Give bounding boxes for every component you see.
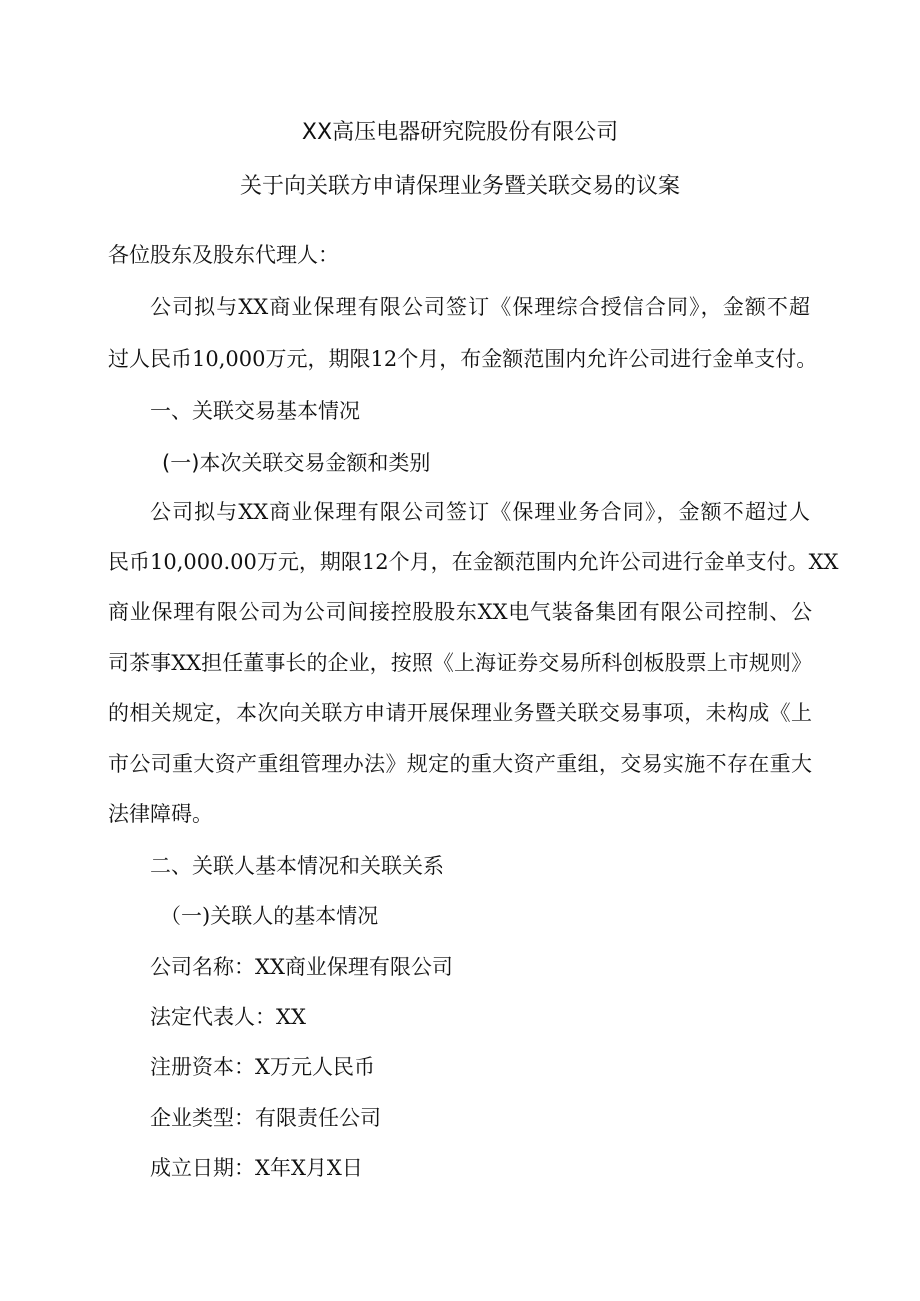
field-company-name: 公司名称：XX商业保理有限公司 [150,955,453,979]
section-subheading-1-1: (一)本次关联交易金额和类别 [162,451,431,475]
field-establishment-date: 成立日期：X年X月X日 [150,1156,363,1180]
intro-paragraph-line: 公司拟与XX商业保理有限公司签订《保理综合授信合同》，金额不超 [150,295,810,319]
salutation: 各位股东及股东代理人： [108,243,339,267]
body-paragraph-line: 的相关规定，本次向关联方申请开展保理业务暨关联交易事项，未构成《上 [108,701,812,725]
section-subheading-2-1: （一)关联人的基本情况 [160,904,379,928]
body-paragraph-line: 公司拟与XX商业保理有限公司签订《保理业务合同》，金额不超过人 [150,500,810,524]
body-paragraph-line: 市公司重大资产重组管理办法》规定的重大资产重组，交易实施不存在重大 [108,752,812,776]
body-paragraph-line: 司茶事XX担任董事长的企业，按照《上海证券交易所科创板股票上市规则》 [108,651,812,675]
field-enterprise-type: 企业类型：有限责任公司 [150,1106,381,1130]
field-legal-representative: 法定代表人：XX [150,1005,306,1029]
document-title-line1: XX高压电器研究院股份有限公司 [301,120,619,145]
section-heading-1: 一、关联交易基本情况 [150,399,360,423]
body-paragraph-line: 法律障碍。 [108,802,213,826]
intro-paragraph-line: 过人民币10,000万元，期限12个月，布金额范围内允许公司进行金单支付。 [108,347,818,371]
section-heading-2: 二、关联人基本情况和关联关系 [150,854,444,878]
field-registered-capital: 注册资本：X万元人民币 [150,1055,375,1079]
body-paragraph-line: 商业保理有限公司为公司间接控股股东XX电气装备集团有限公司控制、公 [108,600,812,624]
body-paragraph-line: 民币10,000.00万元，期限12个月，在金额范围内允许公司进行金单支付。XX [108,550,839,574]
document-title-line2: 关于向关联方申请保理业务暨关联交易的议案 [239,174,680,199]
